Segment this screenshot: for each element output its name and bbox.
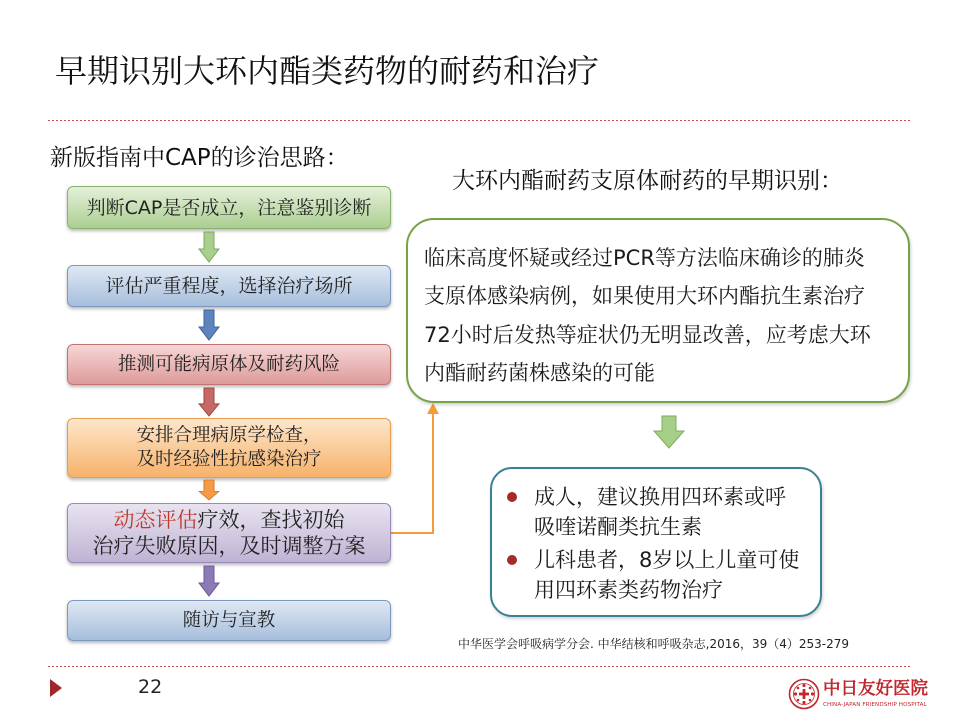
criteria-line: 72小时后发热等症状仍无明显改善，应考虑大环	[424, 322, 871, 347]
recommendation-line: 用四环素类药物治疗	[534, 578, 723, 602]
page-number: 22	[138, 676, 163, 698]
step-label: 评估严重程度，选择治疗场所	[105, 275, 353, 297]
step-label: 推测可能病原体及耐药风险	[117, 353, 340, 375]
down-arrow-icon	[199, 310, 219, 340]
step-label-line-2: 及时经验性抗感染治疗	[136, 449, 322, 470]
flow-step-reassessment	[67, 503, 391, 563]
hospital-logo-english: CHINA-JAPAN FRIENDSHIP HOSPITAL	[823, 702, 927, 708]
title-divider	[48, 120, 912, 121]
flow-arrow-3	[199, 388, 219, 416]
flow-step-severity	[67, 265, 391, 307]
hospital-logo-name: 中日友好医院	[823, 679, 928, 699]
flow-arrow-1	[199, 232, 219, 262]
bullet-dot	[507, 492, 517, 502]
flow-heading: 新版指南中CAP的诊治思路：	[50, 145, 349, 171]
flow-arrow-4	[199, 480, 219, 500]
early-identification-heading: 大环内酯耐药支原体耐药的早期识别：	[452, 168, 843, 194]
step-label-line-1	[114, 507, 345, 533]
flow-arrow-2	[199, 310, 219, 340]
step-highlight: 动态评估	[113, 508, 198, 532]
down-arrow-icon	[199, 232, 219, 262]
down-arrow-icon	[199, 480, 219, 500]
step-label: 随访与宣教	[182, 609, 276, 631]
criteria-line: 临床高度怀疑或经过PCR等方法临床确诊的肺炎	[424, 246, 865, 270]
slide-title: 早期识别大环内酯类药物的耐药和治疗	[55, 52, 600, 90]
criteria-box	[406, 218, 910, 403]
hospital-emblem-icon	[788, 678, 820, 710]
flow-arrow-5	[199, 566, 219, 596]
recommendation-item-adult	[534, 482, 820, 542]
recommendation-line: 吸喹诺酮类抗生素	[534, 515, 702, 539]
down-arrow-icon	[654, 416, 684, 448]
down-arrow-icon	[199, 566, 219, 596]
flow-step-examination-treatment	[67, 418, 391, 478]
reference-citation: 中华医学会呼吸病学分会. 中华结核和呼吸杂志,2016，39（4）253-279	[458, 637, 850, 651]
connector-arrowhead	[427, 403, 439, 414]
step-label-rest: 疗效，查找初始	[197, 508, 345, 532]
criteria-line: 支原体感染病例，如果使用大环内酯抗生素治疗	[424, 284, 865, 309]
recommendation-line: 成人，建议换用四环素或呼	[534, 485, 786, 509]
criteria-line: 内酯耐药菌株感染的可能	[424, 360, 655, 385]
flow-step-pathogen-risk	[67, 344, 391, 385]
flow-step-follow-up	[67, 600, 391, 641]
flow-step-diagnosis	[67, 186, 391, 229]
recommendation-line: 儿科患者，8岁以上儿童可使	[534, 548, 800, 572]
step-label-line-1: 安排合理病原学检查，	[136, 425, 322, 446]
step-label: 判断CAP是否成立，注意鉴别诊断	[86, 196, 372, 219]
recommendation-item-pediatric	[534, 545, 820, 605]
down-arrow-icon	[199, 388, 219, 416]
recommendation-box	[490, 467, 822, 617]
connector-line	[391, 413, 433, 533]
step-label-line-2: 治疗失败原因，及时调整方案	[92, 534, 366, 558]
bullet-dot	[507, 555, 517, 565]
page-marker-icon	[50, 679, 62, 697]
footer-divider	[48, 666, 912, 667]
